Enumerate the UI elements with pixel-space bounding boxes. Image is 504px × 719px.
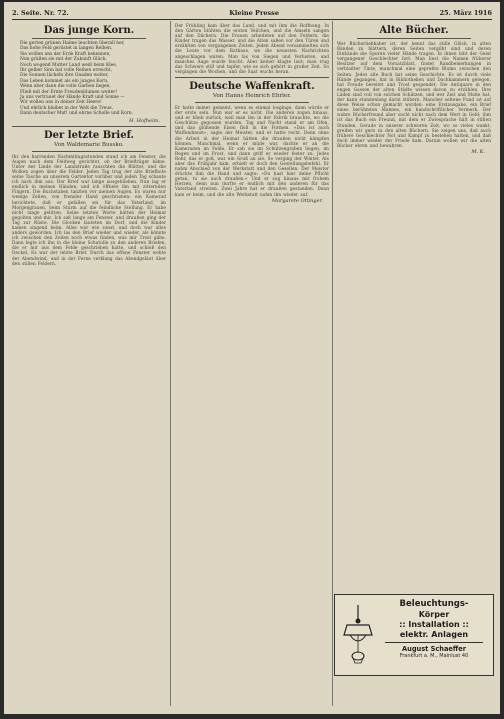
header-rule: [12, 19, 492, 20]
page-header: [12, 8, 492, 18]
story-title: Deutsche Waffenkraft.: [189, 80, 315, 92]
poem-line: Wenn aber dann die volle Garben liegen,: [20, 84, 111, 90]
poem-line: Dann deutscher Mut! und ehrne Scholle und Korn.: [20, 111, 134, 117]
lighting-advertisement: [334, 594, 494, 676]
header-issue: 2. Seite. Nr. 72.: [12, 9, 69, 17]
poem-line: Fließ mit der Ernte Freudenblumen weiter!: [20, 89, 118, 95]
advert-line: Körper: [418, 610, 450, 619]
title-rule: [32, 38, 146, 39]
poem-line: Wir wollen uns in deiner Zeit Heere!: [20, 100, 102, 106]
poem-line: Die Sonnen lächeln ihre Gnaden weiter,: [20, 73, 109, 79]
column-divider: [332, 21, 333, 706]
advert-line: :: Installation ::: [399, 620, 469, 629]
poem-line: Ja uns vertrauet der Hände Kraft und Sonne —: [20, 95, 125, 101]
advert-text: [379, 599, 489, 660]
section-rule: [175, 77, 329, 78]
advert-address: Frankfurt a. M., Mainlust 40: [399, 653, 469, 659]
poem-line: Die gerten grünen Halme leuchten überall her,: [20, 41, 125, 46]
story-author: Von Waldemarie Bussko.: [54, 141, 124, 148]
newspaper-page: [4, 2, 500, 714]
title-rule: [32, 151, 146, 152]
column-1: [12, 23, 166, 706]
title-rule: [195, 102, 309, 103]
column-3: [337, 23, 491, 584]
continued-text: Der Frühling kam über das Land, und mit ihm die Hoffnung. In den Gärten blühten die ersten Veilchen, und die Amseln sangen auf den Dächern. Die Frauen arbeiteten auf den Feldern, die Kinder trugen das Wasser, und die Alten saßen vor den Türen und erzählten von vergangenen Zeiten. Jeden Abend versammelten sich die Leute vor dem Rathaus, wo die neuesten Nachrichten angeschlagen waren. Man las von Siegen und Verlusten, und manches Auge wurde feucht. Aber keiner klagte laut; man trug das Schwere still und tapfer, wie es sich gehört in großer Zeit. So vergingen die Wochen, und die Saat wuchs heran.: [175, 23, 329, 74]
story-body: Ihr den harrenden Nachmittagsstunden stand ich am Fenster, die Augen nach dem Feldweg gerichtet, ob der Briefträger käme. Unter der Linde der Landstraße rauschten die Blätter, und die Wolken zogen über die Felder. Jeden Tag trug der alte Briefbote seine Tasche an unserem Gartentor vorüber und jeden Tag schaute ich nach ihm aus. Der Brief war lange ausgeblieben. Nun lag er endlich in meinen Händen, und ich öffnete ihn mit zitternden Fingern. Die Buchstaben tanzten vor meinen Augen. Es waren nur wenige Zeilen, von fremder Hand geschrieben: ein Kamerad berichtete, daß er gefallen sei für das Vaterland, im Morgengrauen, beim Sturm auf die feindliche Stellung. Er habe nicht lange gelitten. Seine letzten Worte hätten der Heimat gegolten und mir. Ich saß lange am Fenster, und draußen ging der Tag zur Rüste. Die Glocken läuteten im Dorf, und die Kinder kamen singend heim. Alles war wie sonst, und doch war alles anders geworden. Ich las den Brief wieder und wieder, als könnte ich zwischen den Zeilen noch etwas finden, was mir Trost gäbe. Dann legte ich ihn in die kleine Schatulle zu den anderen Briefen, die er mir aus dem Felde geschrieben hatte, und schloß den Deckel. Es war der letzte Brief. Durch das offene Fenster wehte der Abendwind, und in der Ferne verklang das Abendgeläut über den stillen Feldern.: [12, 153, 166, 266]
advert-line: Beleuchtungs-: [399, 599, 469, 609]
advert-line: elektr. Anlagen: [399, 630, 469, 639]
advert-rule: [385, 642, 483, 643]
story-body: Er hatte immer gemeint, wenn es einmal losginge, dann würde er der erste sein. Nun war er es nicht. Die anderen zogen hinaus, und er blieb zurück, weil man ihn in der Fabrik brauchte, wo die Geschütze gegossen wurden. Tag und Nacht stand er am Ofen, und das glühende Eisen floß in die Formen. »Das ist auch Waffendienst«, sagte der Meister, und er hatte recht. Denn ohne die Arbeit in der Heimat hätten die draußen nicht kämpfen können. Manchmal, wenn er müde war, dachte er an die Kameraden im Felde. Er sah sie im Schützengraben liegen, im Regen und im Frost, und dann griff er wieder fester zu. Jedes Rohr, das er goß, war ein Gruß an sie. So verging der Winter. Als aber das Frühjahr kam, erhielt er doch den Gestellungsbefehl. Er nahm Abschied von der Werkstatt und den Gesellen. Der Meister drückte ihm die Hand und sagte: »Du hast hier deine Pflicht getan, tu sie auch draußen.« Und er zog hinaus mit frohem Herzen, denn nun durfte er endlich mit den anderen für das Vaterland streiten. Zwei Jahre hat er draußen gestanden. Dann kam er heim, und die alte Werkstatt nahm ihn wieder auf.: [175, 104, 329, 197]
column-divider: [170, 21, 171, 706]
poem-line: Das Leben kommet als ein junges Korn.: [20, 78, 109, 84]
story-author: Von Hanns Heinrich Ehrler.: [212, 92, 292, 99]
column-2: [175, 23, 329, 706]
poem-line: Nun grüßen sie mit der Zukunft Glück.: [20, 57, 107, 63]
poem: [12, 41, 166, 117]
section-rule: [12, 126, 166, 127]
poem-line: Und ehrlich bleibet in der Welt die Treue,: [20, 105, 114, 111]
poem-author: H. Hofheim.: [129, 117, 160, 124]
header-date: 25. März 1916: [439, 9, 492, 17]
poem-line: Sie wollen uns der Erde Kraft bekennen,: [20, 51, 111, 57]
title-rule: [357, 38, 471, 39]
advert-company: August Schaeffer: [402, 645, 466, 653]
lamp-icon: [341, 605, 375, 665]
story-title: Der letzte Brief.: [43, 129, 134, 141]
story-title: Alte Bücher.: [379, 25, 449, 36]
poem-title: Das junge Korn.: [43, 25, 135, 36]
story-signature: Margarete Ottinger.: [271, 197, 323, 204]
poem-line: Das hohe Feld gerüstet in langen Reihen,: [20, 46, 113, 52]
poem-line: Ihr gelber Sinn hat volle Reihen erreicht,: [20, 68, 112, 74]
story-signature: M. K.: [471, 148, 485, 155]
poem-line: Noch wogend Mutter Land weiß beim Klee,: [20, 62, 118, 68]
story-body: Wer Bücherliebhaber ist, der kennt das stille Glück, in alten Bänden zu blättern, deren Seiten vergilbt sind und deren Einbände die Spuren vieler Hände tragen. In ihnen lebt der Geist vergangener Geschlechter fort. Man liest die Namen früherer Besitzer auf dem Vorsatzblatt, findet Randbemerkungen in verblaßter Tinte, manchmal eine gepreßte Blume zwischen den Seiten. Jedes alte Buch hat seine Geschichte. Es ist durch viele Hände gegangen, hat in Bibliotheken und Dachkammern gelegen, hat Freude bereitet und Trost gespendet. Die Antiquare in den engen Gassen der alten Städte wissen davon zu erzählen. Ihre Läden sind voll von solchen Schätzen, und wer Zeit und Muße hat, der kann stundenlang darin stöbern. Mancher seltene Fund ist auf diese Weise schon gemacht worden: eine Erstausgabe, ein Brief eines berühmten Mannes, ein handschriftlicher Vermerk. Der wahre Bücherfreund aber sucht nicht nach dem Wert in Geld; ihm ist das Buch ein Freund, mit dem er Zwiesprache hält in stillen Stunden. Gerade in unserer schweren Zeit, wo so vieles wankt, greifen wir gern zu den alten Büchern. Sie zeigen uns, daß auch frühere Geschlechter Not und Kampf zu bestehen hatten, und daß doch immer wieder der Friede kam. Darum wollen wir die alten Bücher ehren und bewahren.: [337, 41, 491, 148]
header-title: Kleine Presse: [229, 9, 279, 17]
